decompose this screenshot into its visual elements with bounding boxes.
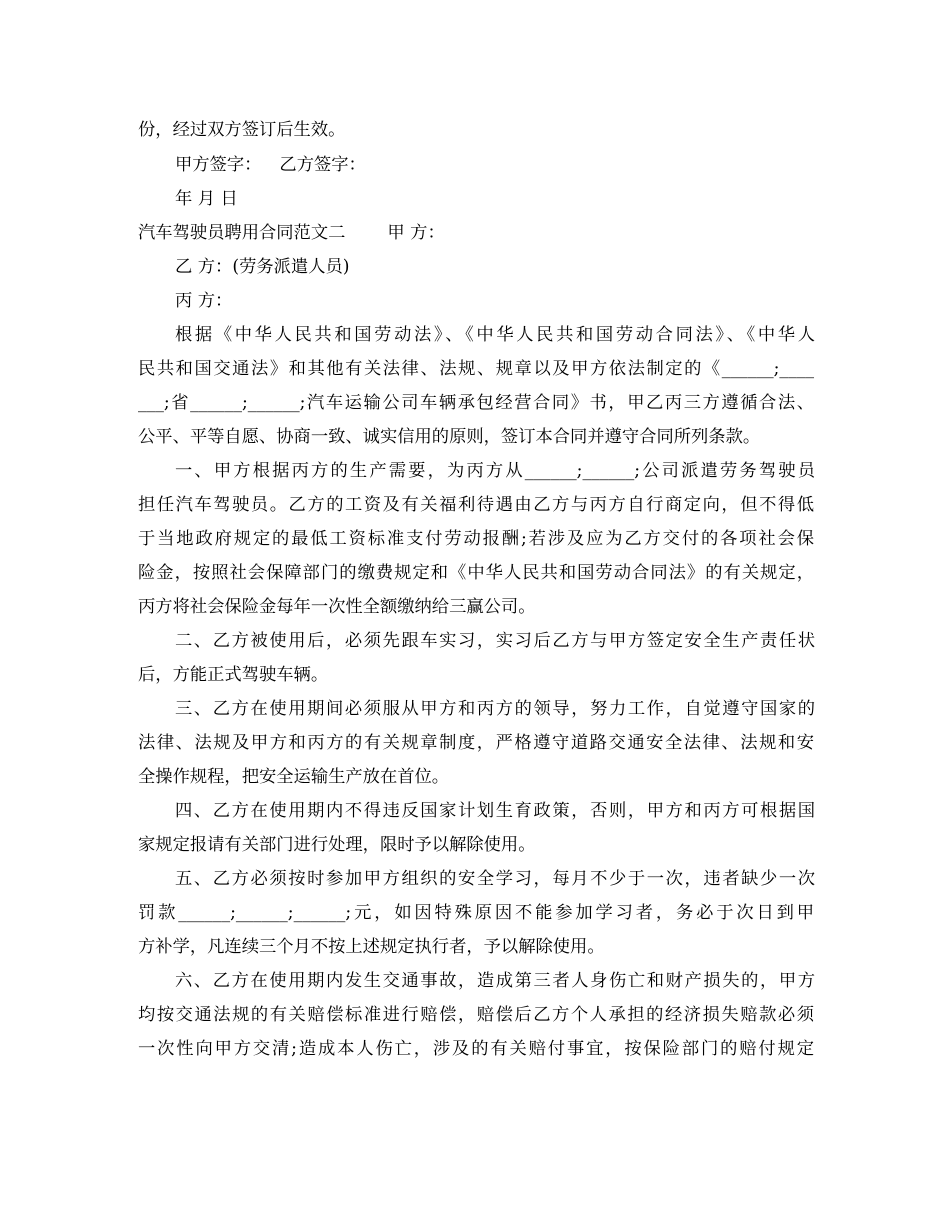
- paragraph-line: 法律、法规及甲方和丙方的有关规章制度，严格遵守道路交通安全法律、法规和安: [138, 733, 814, 753]
- paragraph-line: 一、甲方根据丙方的生产需要，为丙方从______;______;公司派遣劳务驾驶员: [175, 461, 815, 481]
- paragraph-line: 五、乙方必须按时参加甲方组织的安全学习，每月不少于一次，违者缺少一次: [175, 869, 815, 889]
- party-c-label: 丙 方：: [175, 291, 233, 311]
- paragraph-line: 均按交通法规的有关赔偿标准进行赔偿，赔偿后乙方个人承担的经济损失赔款必须: [138, 1005, 814, 1025]
- paragraph-line: 丙方将社会保险金每年一次性全额缴纳给三赢公司。: [138, 597, 536, 617]
- paragraph-line: 民共和国交通法》和其他有关法律、法规、规章以及甲方依法制定的《______;____: [138, 359, 814, 379]
- paragraph-line: 担任汽车驾驶员。乙方的工资及有关福利待遇由乙方与丙方自行商定向，但不得低: [138, 495, 814, 515]
- paragraph-line: 公平、平等自愿、协商一致、诚实信用的原则，签订本合同并遵守合同所列条款。: [138, 427, 761, 447]
- section-title: 汽车驾驶员聘用合同范文二: [138, 223, 346, 243]
- paragraph-line: 根据《中华人民共和国劳动法》、《中华人民共和国劳动合同法》、《中华人: [175, 325, 815, 345]
- paragraph-line: 于当地政府规定的最低工资标准支付劳动报酬;若涉及应为乙方交付的各项社会保: [138, 529, 814, 549]
- paragraph-line: 一次性向甲方交清;造成本人伤亡，涉及的有关赔付事宜，按保险部门的赔付规定: [138, 1039, 814, 1059]
- party-b-signature-label: 乙方签字：: [279, 155, 366, 175]
- paragraph-line: 方补学，凡连续三个月不按上述规定执行者，予以解除使用。: [138, 937, 605, 957]
- paragraph-line: 险金，按照社会保障部门的缴费规定和《中华人民共和国劳动合同法》的有关规定，: [138, 563, 814, 583]
- paragraph-line: 罚款______;______;______;元，如因特殊原因不能参加学习者，务必于次日到甲: [138, 903, 814, 923]
- paragraph-line: 全操作规程，把安全运输生产放在首位。: [138, 767, 450, 787]
- party-b-label: 乙 方：(劳务派遣人员): [175, 257, 350, 277]
- paragraph-line: 家规定报请有关部门进行处理，限时予以解除使用。: [138, 835, 536, 855]
- paragraph-line: ___;省______;______;汽车运输公司车辆承包经营合同》书，甲乙丙三方遵循合法、: [138, 393, 814, 413]
- paragraph-line: 后，方能正式驾驶车辆。: [138, 665, 329, 685]
- date-line: 年 月 日: [175, 189, 238, 209]
- text-line: 份，经过双方签订后生效。: [138, 120, 346, 140]
- party-a-label: 甲 方：: [387, 223, 445, 243]
- section-title-line: [138, 222, 445, 244]
- paragraph-line: 六、乙方在使用期内发生交通事故，造成第三者人身伤亡和财产损失的，甲方: [175, 971, 815, 991]
- party-a-signature-label: 甲方签字：: [175, 155, 262, 175]
- paragraph-line: 四、乙方在使用期内不得违反国家计划生育政策，否则，甲方和丙方可根据国: [175, 801, 815, 821]
- signature-line: [175, 154, 366, 176]
- paragraph-line: 二、乙方被使用后，必须先跟车实习，实习后乙方与甲方签定安全生产责任状: [175, 631, 815, 651]
- paragraph-line: 三、乙方在使用期间必须服从甲方和丙方的领导，努力工作，自觉遵守国家的: [175, 699, 815, 719]
